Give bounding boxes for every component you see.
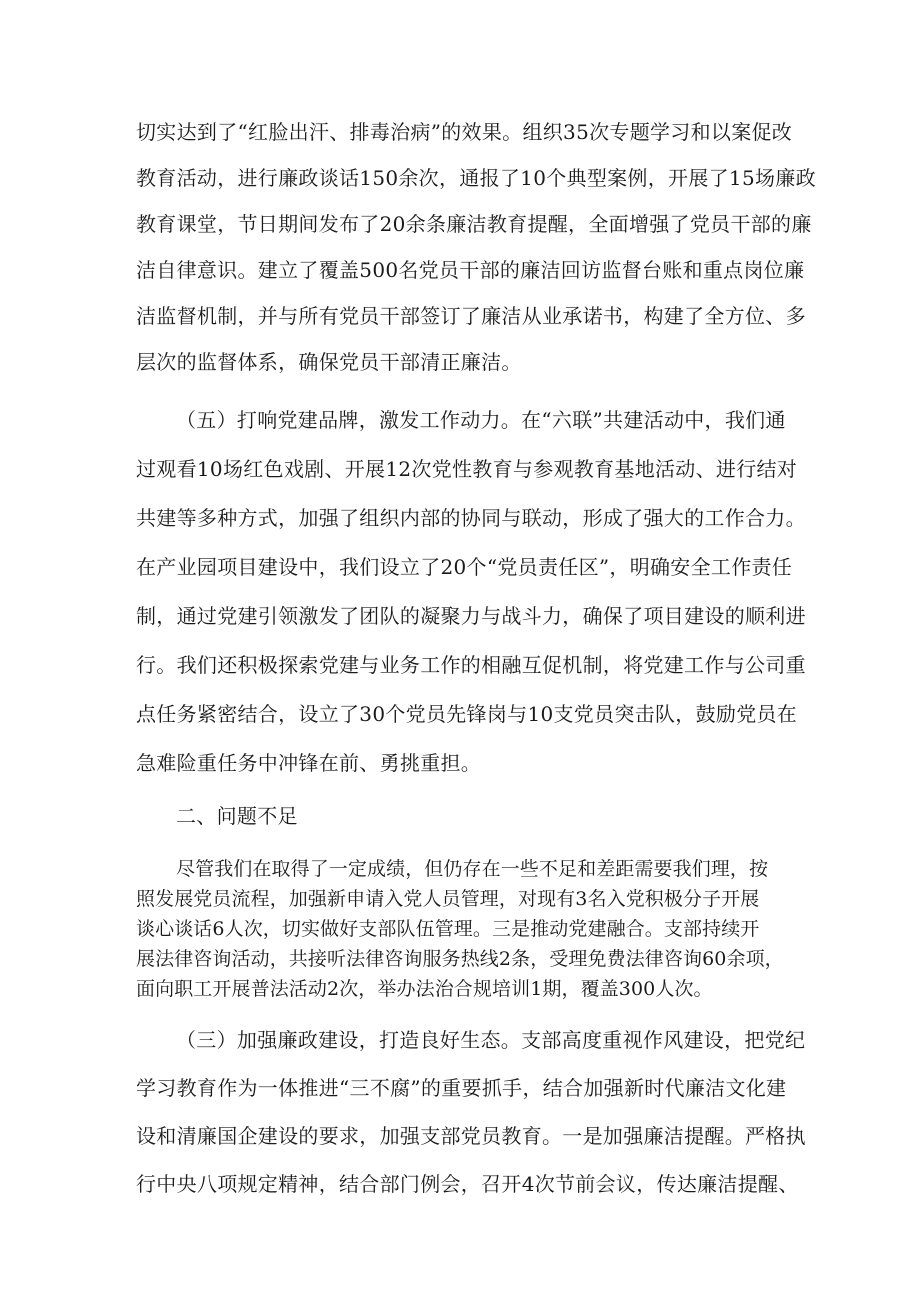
text-line: 洁自律意识。建立了覆盖500名党员干部的廉洁回访监督台账和重点岗位廉: [136, 258, 805, 282]
text-line: 制，通过党建引领激发了团队的凝聚力与战斗力，确保了项目建设的顺利进: [136, 604, 806, 628]
text-line: 切实达到了“红脸出汗、排毒治病”的效果。组织35次专题学习和以案促改: [136, 120, 793, 144]
section-heading: 二、问题不足: [176, 804, 298, 828]
text-line: 照发展党员流程，加强新申请入党人员管理，对现有3名入党积极分子开展: [136, 888, 760, 910]
text-line: 洁监督机制，并与所有党员干部签订了廉洁从业承诺书，构建了全方位、多: [136, 304, 806, 328]
text-line: 点任务紧密结合，设立了30个党员先锋岗与10支党员突击队，鼓励党员在: [136, 702, 798, 726]
text-line: 谈心谈话6人次，切实做好支部队伍管理。三是推动党建融合。支部持续开: [136, 918, 760, 940]
text-line: 面向职工开展普法活动2次，举办法治合规培训1期，覆盖300人次。: [136, 978, 713, 1000]
text-line: （三）加强廉政建设，打造良好生态。支部高度重视作风建设，把党纪: [176, 1028, 806, 1052]
text-line: 展法律咨询活动，共接听法律咨询服务热线2条，受理免费法律咨询60余项，: [136, 948, 784, 970]
text-line: 行。我们还积极探索党建与业务工作的相融互促机制，将党建工作与公司重: [136, 653, 806, 677]
text-line: 设和清廉国企建设的要求，加强支部党员教育。一是加强廉洁提醒。严格执: [136, 1124, 806, 1148]
text-line: 急难险重任务中冲锋在前、勇挑重担。: [136, 751, 482, 775]
text-line: 层次的监督体系，确保党员干部清正廉洁。: [136, 350, 522, 374]
text-line: 教育课堂，节日期间发布了20余条廉洁教育提醒，全面增强了党员干部的廉: [136, 212, 812, 236]
text-line: 共建等多种方式，加强了组织内部的协同与联动，形成了强大的工作合力。: [136, 506, 806, 530]
text-line: 尽管我们在取得了一定成绩，但仍存在一些不足和差距需要我们理，按: [176, 858, 769, 880]
text-line: 过观看10场红色戏剧、开展12次党性教育与参观教育基地活动、进行结对: [136, 457, 798, 481]
text-line: 教育活动，进行廉政谈话150余次，通报了10个典型案例，开展了15场廉政: [136, 166, 816, 190]
text-line: 行中央八项规定精神，结合部门例会，召开4次节前会议，传达廉洁提醒、: [136, 1172, 799, 1196]
text-line: 学习教育作为一体推进“三不腐”的重要抓手，结合加强新时代廉洁文化建: [136, 1076, 787, 1100]
text-line: （五）打响党建品牌，激发工作动力。在“六联”共建活动中，我们通: [176, 408, 786, 432]
text-line: 在产业园项目建设中，我们设立了20个“党员责任区”，明确安全工作责任: [136, 555, 793, 579]
